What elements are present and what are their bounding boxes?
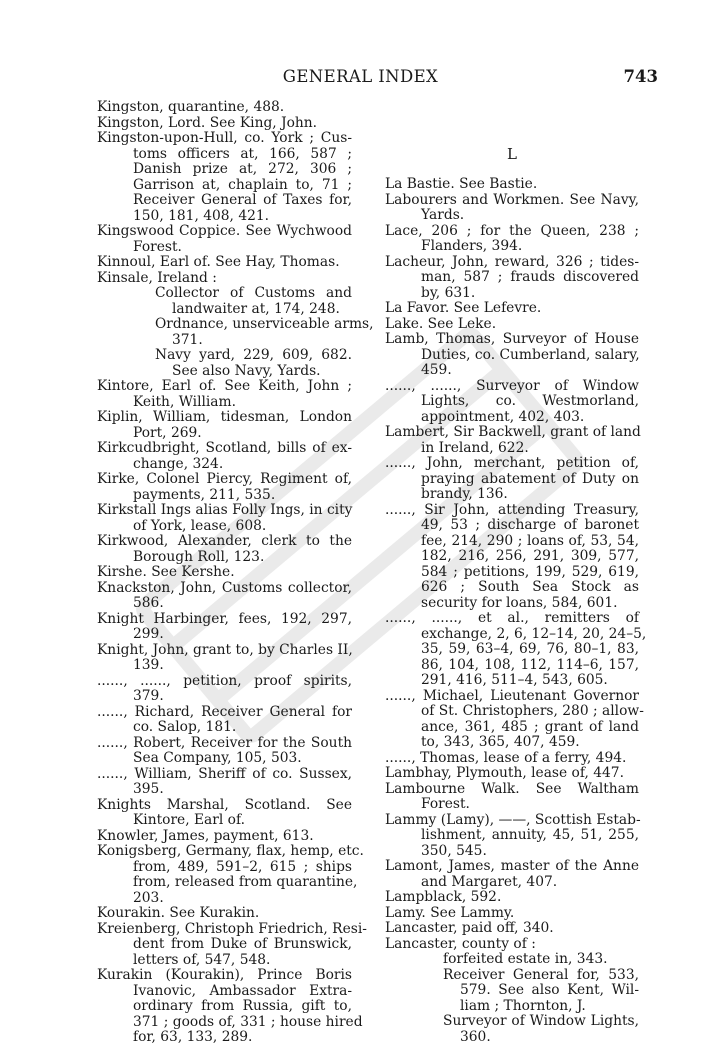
index-continuation-line: payments, 211, 535. bbox=[133, 486, 276, 503]
index-continuation-line: 182, 216, 256, 291, 309, 577, bbox=[421, 548, 639, 564]
index-continuation-line: from, released from quarantine, bbox=[133, 874, 358, 890]
index-entry bbox=[97, 472, 352, 503]
index-heading-line: Knight, John, grant to, by Charles II, bbox=[97, 641, 353, 658]
index-entry bbox=[97, 705, 352, 736]
index-heading-line: La Favor. See Lefevre. bbox=[385, 300, 542, 316]
index-continuation-line: Forest. bbox=[133, 238, 182, 255]
index-entry bbox=[385, 301, 639, 317]
index-continuation-line: Collector of Customs and bbox=[155, 285, 352, 301]
index-entry bbox=[97, 736, 352, 767]
index-entry bbox=[97, 829, 352, 845]
index-heading-line: Kourakin. See Kurakin. bbox=[97, 905, 260, 921]
index-entry bbox=[97, 767, 352, 798]
index-entry bbox=[385, 921, 639, 937]
index-continuation-line: Receiver General of Taxes for, bbox=[133, 192, 352, 208]
index-heading-line: ......, William, Sheriff of co. Sussex, bbox=[97, 765, 352, 782]
index-heading-line: Lancaster, county of : bbox=[385, 935, 536, 952]
index-heading-line: Labourers and Workmen. See Navy, bbox=[385, 191, 639, 208]
index-continuation-line: co. Salop, 181. bbox=[133, 719, 237, 735]
index-continuation-line: 35, 59, 63–4, 69, 76, 80–1, 83, bbox=[421, 641, 639, 657]
index-heading-line: Kingston-upon-Hull, co. York ; Cus- bbox=[97, 130, 352, 146]
index-continuation-line: 86, 104, 108, 112, 114–6, 157, bbox=[421, 656, 639, 673]
index-heading-line: Konigsberg, Germany, flax, hemp, etc. bbox=[97, 843, 364, 859]
index-entry bbox=[97, 269, 374, 380]
index-continuation-line: Garrison at, chaplain to, 71 ; bbox=[133, 176, 352, 193]
index-entry bbox=[385, 177, 639, 193]
index-heading-line: Kintore, Earl of. See Keith, John ; bbox=[97, 378, 352, 394]
index-continuation-line: 49, 53 ; discharge of baronet bbox=[421, 517, 639, 533]
index-entry bbox=[385, 503, 639, 612]
index-heading-line: ......, ......, et al., remitters of bbox=[385, 610, 639, 626]
index-heading-line: Lamb, Thomas, Surveyor of House bbox=[385, 331, 639, 347]
index-entry bbox=[97, 410, 352, 441]
index-heading-line: ......, John, merchant, petition of, bbox=[385, 455, 639, 471]
index-continuation-line: Borough Roll, 123. bbox=[133, 548, 265, 565]
index-continuation-line: Danish prize at, 272, 306 ; bbox=[133, 161, 352, 177]
index-heading-line: ......, Richard, Receiver General for bbox=[97, 703, 352, 720]
page-number: 743 bbox=[623, 67, 658, 86]
index-heading-line: Kirkstall Ings alias Folly Ings, in city bbox=[97, 502, 353, 518]
index-heading-line: ......, Thomas, lease of a ferry, 494. bbox=[385, 749, 627, 766]
index-continuation-line: to, 343, 365, 407, 459. bbox=[421, 734, 580, 750]
index-entry bbox=[97, 565, 352, 581]
index-continuation-line: 291, 416, 511–4, 543, 605. bbox=[421, 672, 608, 688]
index-heading-line: Lamy. See Lammy. bbox=[385, 904, 515, 921]
index-entry bbox=[385, 317, 639, 333]
index-entry bbox=[97, 503, 352, 534]
index-heading-line: Kingston, Lord. See King, John. bbox=[97, 114, 318, 131]
index-heading-line: Knowler, James, payment, 613. bbox=[97, 827, 314, 844]
index-entry bbox=[385, 813, 639, 860]
index-heading-line: Kirkwood, Alexander, clerk to the bbox=[97, 533, 352, 549]
index-continuation-line: 626 ; South Sea Stock as bbox=[421, 579, 639, 595]
index-heading-line: Lamont, James, master of the Anne bbox=[385, 858, 639, 874]
index-continuation-line: Sea Company, 105, 503. bbox=[133, 750, 302, 766]
index-entry bbox=[385, 456, 639, 503]
index-continuation-line: Forest. bbox=[421, 796, 470, 812]
index-entry bbox=[385, 193, 639, 224]
index-continuation-line: exchange, 2, 6, 12–14, 20, 24–5, bbox=[421, 625, 647, 642]
index-continuation-line: praying abatement of Duty on bbox=[421, 470, 639, 487]
index-entry bbox=[97, 643, 352, 674]
index-heading-line: Knight Harbinger, fees, 192, 297, bbox=[97, 610, 352, 627]
index-continuation-line: dent from Duke of Brunswick, bbox=[133, 936, 352, 952]
index-heading-line: Kirkcudbright, Scotland, bills of ex- bbox=[97, 440, 352, 456]
index-continuation-line: 371. bbox=[172, 331, 203, 348]
index-continuation-line: fee, 214, 290 ; loans of, 53, 54, bbox=[421, 532, 639, 549]
index-continuation-line: Surveyor of Window Lights, bbox=[443, 1013, 639, 1029]
index-heading-line: Kingswood Coppice. See Wychwood bbox=[97, 223, 352, 239]
index-continuation-line: Yards. bbox=[421, 207, 465, 223]
index-continuation-line: 579. See also Kent, Wil- bbox=[460, 982, 639, 998]
index-entry bbox=[97, 920, 367, 969]
index-heading-line: Knights Marshal, Scotland. See bbox=[97, 796, 352, 813]
index-continuation-line: 150, 181, 408, 421. bbox=[133, 207, 270, 224]
index-continuation-line: in Ireland, 622. bbox=[421, 439, 529, 456]
index-heading-line: Knackston, John, Customs collector, bbox=[97, 579, 352, 596]
index-continuation-line: ance, 361, 485 ; grant of land bbox=[421, 718, 639, 735]
index-continuation-line: 584 ; petitions, 199, 529, 619, bbox=[421, 563, 639, 580]
index-entry bbox=[385, 687, 644, 751]
index-entry bbox=[385, 906, 639, 922]
index-entry bbox=[97, 843, 364, 906]
section-letter-heading: L bbox=[507, 145, 517, 163]
index-entry bbox=[97, 224, 352, 255]
index-continuation-line: letters of, 547, 548. bbox=[133, 951, 271, 968]
index-heading-line: Lake. See Leke. bbox=[385, 315, 497, 332]
index-heading-line: Lace, 206 ; for the Queen, 238 ; bbox=[385, 222, 639, 239]
index-continuation-line: and Margaret, 407. bbox=[421, 873, 558, 890]
index-entry bbox=[385, 610, 647, 689]
index-continuation-line: Navy yard, 229, 609, 682. bbox=[155, 347, 352, 363]
index-heading-line: Kingston, quarantine, 488. bbox=[97, 99, 285, 115]
index-continuation-line: 395. bbox=[133, 781, 164, 797]
index-entry bbox=[385, 859, 639, 890]
index-continuation-line: Kintore, Earl of. bbox=[133, 812, 245, 828]
index-continuation-line: 203. bbox=[133, 889, 164, 906]
index-entry bbox=[385, 425, 639, 456]
index-continuation-line: liam ; Thornton, J. bbox=[460, 997, 586, 1014]
index-continuation-line: brandy, 136. bbox=[421, 486, 508, 502]
index-heading-line: Kiplin, William, tidesman, London bbox=[97, 409, 352, 425]
index-heading-line: Lacheur, John, reward, 326 ; tides- bbox=[385, 253, 639, 270]
index-continuation-line: See also Navy, Yards. bbox=[172, 362, 321, 379]
index-heading-line: Kinsale, Ireland : bbox=[97, 269, 217, 286]
index-entry bbox=[97, 534, 352, 565]
index-continuation-line: 350, 545. bbox=[421, 842, 487, 859]
index-continuation-line: man, 587 ; frauds discovered bbox=[421, 269, 639, 285]
index-entry bbox=[97, 798, 352, 829]
page-header bbox=[0, 67, 721, 91]
index-heading-line: Kirke, Colonel Piercy, Regiment of, bbox=[97, 471, 352, 487]
index-continuation-line: appointment, 402, 403. bbox=[421, 408, 585, 425]
running-title: GENERAL INDEX bbox=[282, 67, 439, 86]
index-heading-line: Kirshe. See Kershe. bbox=[97, 564, 235, 580]
index-heading-line: ......, Sir John, attending Treasury, bbox=[385, 501, 639, 518]
index-continuation-line: of York, lease, 608. bbox=[133, 517, 267, 534]
index-continuation-line: of St. Christophers, 280 ; allow- bbox=[421, 703, 644, 719]
index-continuation-line: 139. bbox=[133, 657, 164, 673]
index-heading-line: Lambourne Walk. See Waltham bbox=[385, 780, 639, 797]
index-entry bbox=[385, 332, 639, 379]
index-heading-line: Kurakin (Kourakin), Prince Boris bbox=[97, 967, 352, 983]
index-entries-right bbox=[385, 176, 647, 1045]
index-continuation-line: toms officers at, 166, 587 ; bbox=[133, 145, 352, 162]
index-entry bbox=[385, 937, 639, 1046]
index-entry bbox=[97, 116, 352, 132]
index-heading-line: Lancaster, paid off, 340. bbox=[385, 920, 554, 936]
index-continuation-line: Ivanovic, Ambassador Extra- bbox=[133, 982, 352, 999]
index-continuation-line: 299. bbox=[133, 626, 164, 642]
index-continuation-line: Ordnance, unserviceable arms, bbox=[155, 316, 374, 332]
index-entry bbox=[385, 255, 639, 302]
index-continuation-line: 360. bbox=[460, 1028, 491, 1045]
index-continuation-line: Port, 269. bbox=[133, 424, 202, 441]
index-entry bbox=[385, 890, 639, 906]
index-entry bbox=[385, 782, 639, 813]
index-continuation-line: 459. bbox=[421, 362, 452, 378]
index-heading-line: Lambhay, Plymouth, lease of, 447. bbox=[385, 765, 624, 781]
index-entry bbox=[385, 379, 639, 426]
index-continuation-line: forfeited estate in, 343. bbox=[443, 951, 608, 967]
index-continuation-line: ordinary from Russia, gift to, bbox=[133, 998, 352, 1014]
index-continuation-line: security for loans, 584, 601. bbox=[421, 594, 618, 611]
index-continuation-line: for, 63, 133, 289. bbox=[133, 1029, 253, 1045]
index-entry bbox=[97, 379, 352, 410]
index-entry bbox=[97, 100, 352, 116]
index-heading-line: Lampblack, 592. bbox=[385, 889, 502, 905]
index-heading-line: La Bastie. See Bastie. bbox=[385, 176, 538, 192]
index-continuation-line: Flanders, 394. bbox=[421, 238, 523, 254]
index-heading-line: Lammy (Lamy), ——, Scottish Estab- bbox=[385, 811, 641, 828]
index-continuation-line: landwaiter at, 174, 248. bbox=[172, 300, 340, 317]
index-continuation-line: Duties, co. Cumberland, salary, bbox=[421, 346, 640, 363]
index-entry bbox=[97, 674, 352, 705]
index-entry bbox=[97, 581, 352, 612]
index-entry bbox=[385, 766, 639, 782]
index-continuation-line: 379. bbox=[133, 688, 164, 704]
index-column-left bbox=[97, 99, 374, 1046]
index-entry bbox=[97, 906, 352, 922]
index-continuation-line: 371 ; goods of, 331 ; house hired bbox=[133, 1013, 363, 1030]
index-heading-line: ......, ......, petition, proof spirits, bbox=[97, 672, 352, 689]
index-heading-line: ......, Robert, Receiver for the South bbox=[97, 734, 352, 751]
index-column-right bbox=[385, 100, 647, 1045]
index-heading-line: ......, Michael, Lieutenant Governor bbox=[385, 687, 639, 704]
section-spacer bbox=[385, 100, 639, 131]
index-continuation-line: Receiver General for, 533, bbox=[443, 966, 639, 983]
index-continuation-line: 586. bbox=[133, 595, 164, 611]
index-entry bbox=[97, 612, 352, 643]
index-continuation-line: from, 489, 591–2, 615 ; ships bbox=[133, 858, 352, 875]
index-entry bbox=[97, 441, 352, 472]
index-continuation-line: by, 631. bbox=[421, 284, 476, 301]
index-heading-line: Kinnoul, Earl of. See Hay, Thomas. bbox=[97, 254, 340, 270]
index-continuation-line: Lights, co. Westmorland, bbox=[421, 393, 639, 409]
index-entry bbox=[97, 255, 352, 271]
index-entry bbox=[385, 751, 639, 767]
index-entry bbox=[97, 967, 363, 1046]
index-continuation-line: change, 324. bbox=[133, 455, 224, 472]
index-heading-line: ......, ......, Surveyor of Window bbox=[385, 377, 639, 394]
index-entry bbox=[385, 224, 639, 255]
index-heading-line: Lambert, Sir Backwell, grant of land bbox=[385, 424, 641, 440]
index-heading-line: Kreienberg, Christoph Friedrich, Resi- bbox=[97, 920, 367, 937]
index-entry bbox=[97, 131, 352, 224]
index-continuation-line: Keith, William. bbox=[133, 393, 236, 410]
index-continuation-line: lishment, annuity, 45, 51, 255, bbox=[421, 827, 639, 843]
